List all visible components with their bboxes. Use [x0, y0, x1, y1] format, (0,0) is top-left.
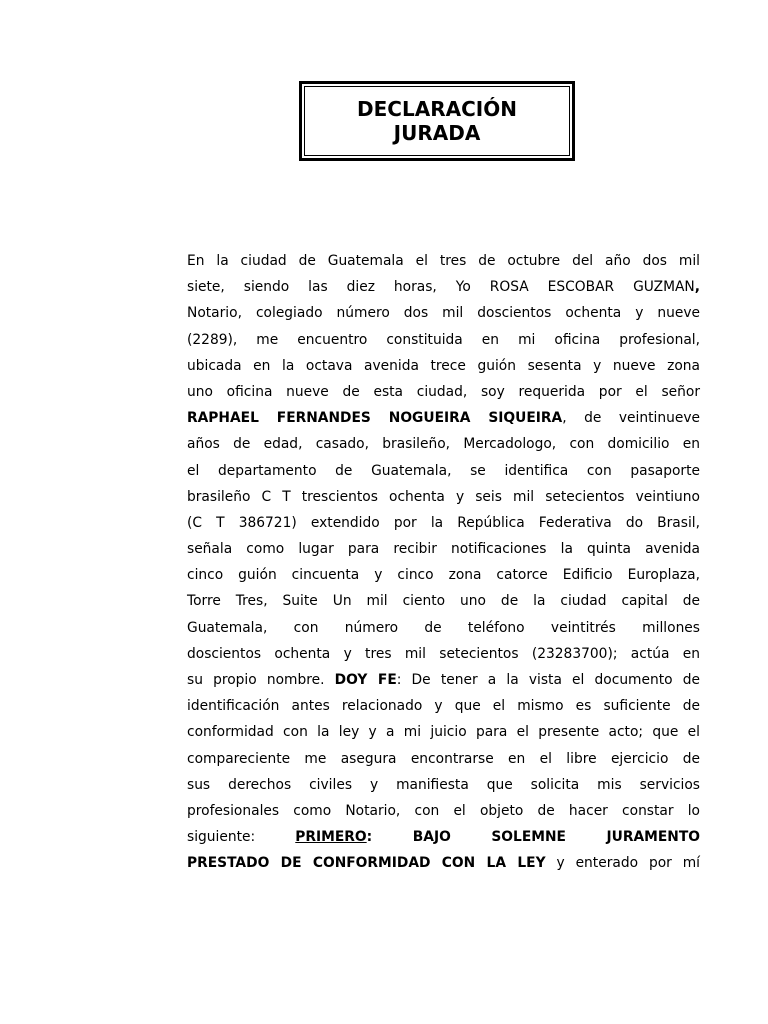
- body-line: identificación antes relacionado y que el mismo es suficiente de: [187, 698, 700, 715]
- body-line: doscientos ochenta y tres mil setecientos (23283700); actúa en: [187, 645, 700, 662]
- doy-fe-label: DOY FE: [334, 672, 397, 688]
- document-title-line-2: JURADA: [393, 121, 481, 145]
- body-line: [187, 667, 700, 693]
- body-line: Torre Tres, Suite Un mil ciento uno de la ciudad capital de: [187, 593, 700, 610]
- title-frame: [304, 86, 570, 156]
- body-line: En la ciudad de Guatemala el tres de octubre del año dos mil: [187, 253, 700, 269]
- appearing-party-name: RAPHAEL FERNANDES NOGUEIRA SIQUEIRA: [187, 410, 563, 427]
- body-line: uno oficina nueve de esta ciudad, soy requerida por el señor: [187, 383, 700, 400]
- body-line: el departamento de Guatemala, se identifica con pasaporte: [187, 462, 700, 479]
- oath-heading: : BAJO SOLEMNE JURAMENTO: [366, 829, 700, 846]
- body-line: sus derechos civiles y manifiesta que solicita mis servicios: [187, 776, 700, 793]
- body-line: [187, 824, 700, 850]
- body-line: ubicada en la octava avenida trece guión sesenta y nueve zona: [187, 357, 700, 374]
- body-text: : De tener a la vista el documento de: [396, 672, 700, 688]
- oath-heading-continued: PRESTADO DE CONFORMIDAD CON LA LEY: [187, 855, 546, 872]
- title-box: [299, 81, 575, 161]
- body-line: conformidad con la ley y a mi juicio para el presente acto; que el: [187, 724, 700, 741]
- body-text: siguiente:: [187, 829, 296, 846]
- body-line: años de edad, casado, brasileño, Mercadologo, con domicilio en: [187, 436, 700, 453]
- body-line: compareciente me asegura encontrarse en el libre ejercicio de: [187, 750, 700, 767]
- body-line: brasileño C T trescientos ochenta y seis mil setecientos veintiuno: [187, 488, 700, 505]
- body-text: , de veintinueve: [562, 410, 700, 427]
- body-line: [187, 405, 700, 431]
- body-text: y enterado por mí: [545, 855, 701, 872]
- body-line: cinco guión cincuenta y cinco zona catorce Edificio Europlaza,: [187, 567, 700, 584]
- primero-heading: PRIMERO: [295, 829, 367, 846]
- body-line: señala como lugar para recibir notificaciones la quinta avenida: [187, 541, 700, 558]
- body-line: Notario, colegiado número dos mil doscientos ochenta y nueve: [187, 305, 700, 322]
- body-line: [187, 274, 700, 300]
- body-line: [187, 850, 700, 876]
- bold-comma: ,: [694, 279, 700, 296]
- body-text: su propio nombre.: [187, 672, 335, 688]
- body-text: siete, siendo las diez horas, Yo ROSA ESCOBAR GUZMAN: [187, 279, 695, 296]
- body-line: Guatemala, con número de teléfono veintitrés millones: [187, 619, 700, 636]
- document-title-line-1: DECLARACIÓN: [357, 97, 517, 121]
- body-line: profesionales como Notario, con el objeto de hacer constar lo: [187, 802, 700, 819]
- body-line: (C T 386721) extendido por la República Federativa do Brasil,: [187, 514, 700, 531]
- body-line: (2289), me encuentro constituida en mi oficina profesional,: [187, 331, 700, 348]
- declaration-body: [187, 248, 700, 877]
